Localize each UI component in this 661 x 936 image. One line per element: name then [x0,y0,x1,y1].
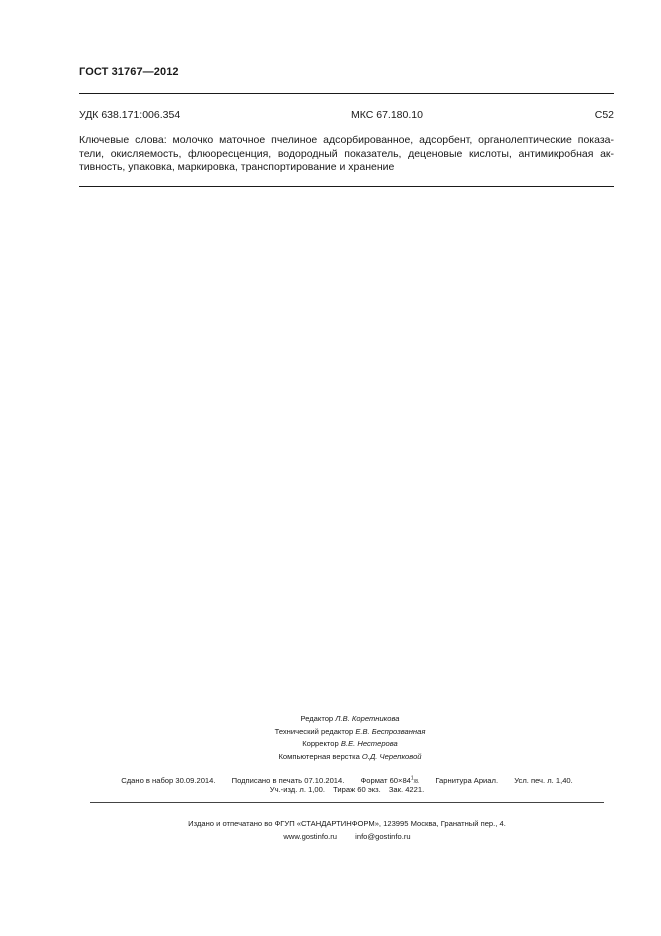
publisher-address: Издано и отпечатано во ФГУП «СТАНДАРТИНФОРМ», 123995 Москва, Гранатный пер., 4. [188,819,506,828]
udk-code: УДК 638.171:006.354 [79,109,181,121]
publisher-block [90,818,604,843]
website-link[interactable]: www.gostinfo.ru [283,831,338,841]
credits-block [200,713,500,763]
keywords-line: тели, окисляемость, флюоресценция, водородный показатель, деценовые кислоты, антимикробная ак- [79,147,614,160]
keywords-line: Ключевые слова: молочко маточное пчелиное адсорбированное, адсорбент, органолептические показа- [79,134,614,146]
submitted-date: Сдано в набор 30.09.2014. [121,775,216,785]
keywords-line: тивность, упаковка, маркировка, транспортирование и хранение [79,161,395,173]
publishing-sheets: Уч.-изд. л. 1,00. [269,785,325,794]
classification-code: С52 [594,109,614,121]
credit-layout: Компьютерная верстка О.Д. Черепковой [278,751,422,761]
credit-proofreader: Корректор В.Е. Нестерова [302,739,398,748]
keywords-divider [79,186,614,187]
email-link[interactable]: info@gostinfo.ru [355,831,411,841]
standard-number: ГОСТ 31767—2012 [79,66,179,78]
top-divider [79,93,614,94]
keywords-paragraph [79,134,614,175]
footer-divider [90,802,604,803]
signed-date: Подписано в печать 07.10.2014. [231,775,345,785]
credit-tech-editor: Технический редактор Е.В. Беспрозванная [274,726,426,736]
classification-row [79,109,614,121]
typeface: Гарнитура Ариал. [435,775,499,785]
printed-sheets: Усл. печ. л. 1,40. [514,775,573,785]
order-number: Зак. 4221. [388,785,425,794]
mks-code: МКС 67.180.10 [351,109,423,121]
publisher-contacts [90,831,604,844]
credit-editor: Редактор Л.В. Коретникова [300,714,400,723]
print-run: Тираж 60 экз. [333,785,381,794]
paper-format: Формат $60\times 84^1/8$. [360,775,420,785]
printing-info-row-2 [90,784,604,796]
